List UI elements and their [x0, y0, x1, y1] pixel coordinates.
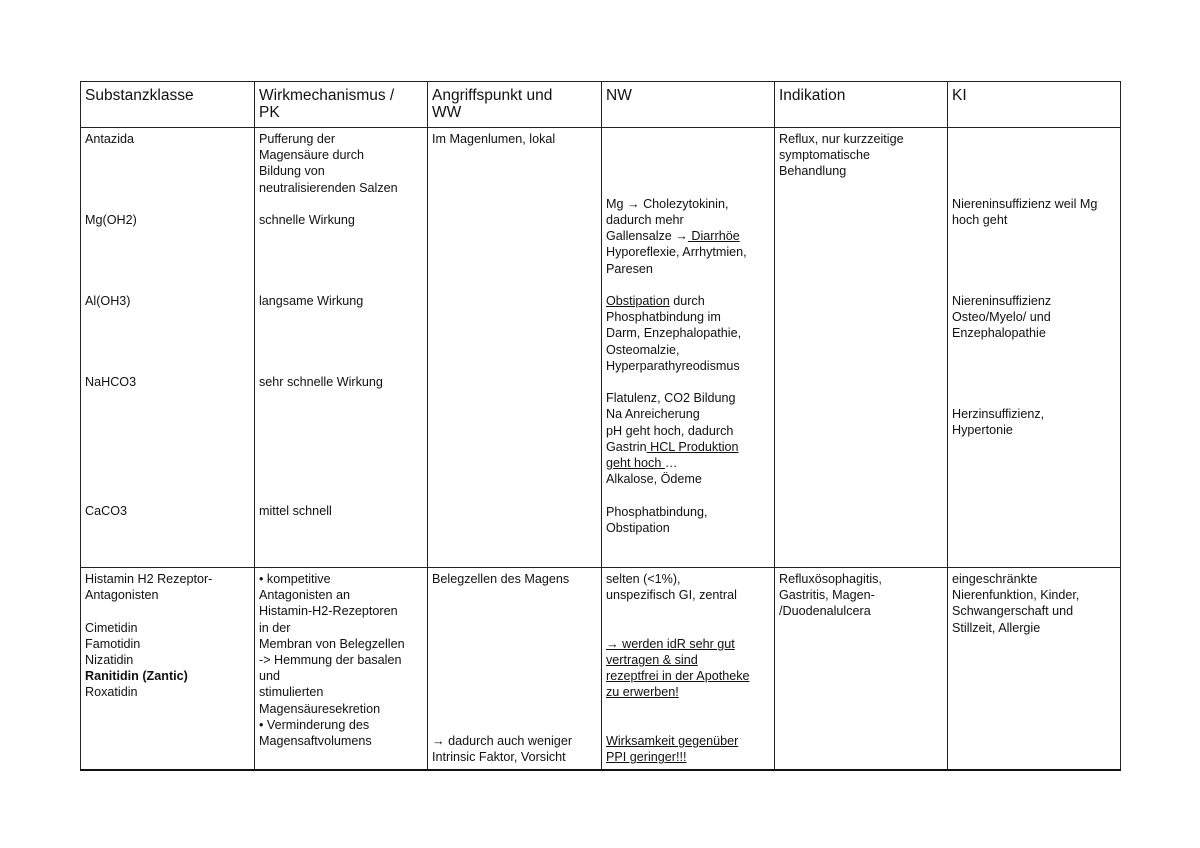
- cell-line: eingeschränkte: [952, 572, 1038, 586]
- blank-line: [85, 325, 250, 341]
- cell-line: vertragen & sind: [606, 652, 698, 667]
- header-wirkmechanismus: [255, 82, 428, 128]
- cell-h2-wirkung: [255, 568, 428, 770]
- cell-line: und: [259, 669, 281, 684]
- cell-line: NaHCO3: [85, 374, 137, 389]
- cell-line: Cimetidin: [85, 620, 138, 635]
- blank-line: [85, 406, 250, 422]
- cell-line: PPI geringer!!!: [606, 750, 687, 765]
- blank-line: [606, 277, 770, 293]
- blank-line: [259, 390, 423, 406]
- blank-line: [85, 390, 250, 406]
- cell-line: Antagonisten: [85, 588, 159, 603]
- cell-line: Roxatidin: [85, 685, 138, 700]
- cell-line: /Duodenalulcera: [779, 604, 871, 619]
- blank-line: [85, 180, 250, 196]
- cell-line: Al(OH3): [85, 293, 131, 308]
- cell-line: Antagonisten an: [259, 588, 351, 603]
- blank-line: [259, 309, 423, 325]
- blank-line: [952, 374, 1116, 390]
- cell-line: Schwangerschaft und: [952, 604, 1074, 619]
- blank-line: [259, 487, 423, 503]
- blank-line: [259, 342, 423, 358]
- cell-line: Osteo/Myelo/ und: [952, 310, 1051, 325]
- cell-line: stimulierten: [259, 685, 324, 700]
- blank-line: [85, 358, 250, 374]
- blank-line: [85, 261, 250, 277]
- cell-line: Gastrin HCL Produktion: [606, 439, 739, 454]
- blank-line: [85, 196, 250, 212]
- cell-line: selten (<1%),: [606, 572, 681, 586]
- cell-line: Paresen: [606, 261, 653, 276]
- cell-line: rezeptfrei in der Apotheke: [606, 669, 750, 684]
- cell-line: → dadurch auch weniger: [432, 733, 573, 748]
- blank-line: [259, 277, 423, 293]
- blank-line: [85, 487, 250, 503]
- header-angriffspunkt: [428, 82, 602, 128]
- blank-line: [952, 228, 1116, 244]
- cell-line: geht hoch …: [606, 455, 678, 470]
- cell-line: Hyperparathyreodismus: [606, 358, 740, 373]
- cell-antazida-substanz: [81, 128, 255, 568]
- blank-line: [259, 261, 423, 277]
- blank-line: [259, 196, 423, 212]
- blank-line: [259, 455, 423, 471]
- cell-line: Reflux, nur kurzzeitige: [779, 132, 904, 146]
- cell-antazida-ki: [948, 128, 1121, 568]
- cell-line: Alkalose, Ödeme: [606, 472, 702, 487]
- cell-line: • Verminderung des: [259, 717, 370, 732]
- drug-table: [80, 81, 1121, 771]
- blank-line: [85, 163, 250, 179]
- cell-line: zu erwerben!: [606, 685, 679, 700]
- cell-line: Phosphatbindung,: [606, 504, 708, 519]
- cell-h2-substanz: [81, 568, 255, 770]
- header-substanzklasse: Substanzklasse: [81, 82, 255, 128]
- header-line: WW: [432, 104, 462, 121]
- cell-line: Hypertonie: [952, 423, 1013, 438]
- blank-line: [432, 603, 597, 619]
- blank-line: [606, 147, 770, 163]
- cell-line: Ranitidin (Zantic): [85, 669, 188, 684]
- cell-line: Membran von Belegzellen: [259, 636, 405, 651]
- cell-line: pH geht hoch, dadurch: [606, 423, 734, 438]
- cell-h2-indikation: [775, 568, 948, 770]
- blank-line: [432, 717, 597, 733]
- blank-line: [606, 487, 770, 503]
- header-line: Wirkmechanismus /: [259, 87, 395, 104]
- cell-antazida-indikation: [775, 128, 948, 568]
- cell-line: Refluxösophagitis,: [779, 572, 882, 586]
- blank-line: [952, 147, 1116, 163]
- cell-line: Flatulenz, CO2 Bildung: [606, 391, 736, 406]
- cell-line: sehr schnelle Wirkung: [259, 374, 383, 389]
- blank-line: [85, 147, 250, 163]
- cell-line: Obstipation: [606, 520, 670, 535]
- blank-line: [85, 422, 250, 438]
- blank-line: [952, 131, 1116, 147]
- cell-line: dadurch mehr: [606, 212, 684, 227]
- blank-line: [432, 684, 597, 700]
- cell-line: Mg → Cholezytokinin,: [606, 196, 729, 211]
- blank-line: [606, 374, 770, 390]
- cell-line: hoch geht: [952, 212, 1008, 227]
- cell-line: -> Hemmung der basalen: [259, 653, 402, 668]
- cell-line: mittel schnell: [259, 504, 332, 519]
- cell-line: schnelle Wirkung: [259, 213, 355, 227]
- cell-line: neutralisierenden Salzen: [259, 180, 398, 195]
- cell-line: Pufferung der: [259, 132, 336, 146]
- cell-line: Niereninsuffizienz weil Mg: [952, 196, 1098, 211]
- blank-line: [85, 277, 250, 293]
- cell-line: Famotidin: [85, 636, 141, 651]
- cell-line: • kompetitive: [259, 572, 331, 586]
- blank-line: [432, 620, 597, 636]
- blank-line: [606, 701, 770, 717]
- cell-line: Na Anreicherung: [606, 407, 700, 422]
- cell-line: Intrinsic Faktor, Vorsicht: [432, 750, 566, 765]
- cell-h2-nw: [602, 568, 775, 770]
- cell-line: Darm, Enzephalopathie,: [606, 326, 742, 341]
- cell-line: Im Magenlumen, lokal: [432, 132, 556, 146]
- blank-line: [952, 342, 1116, 358]
- blank-line: [432, 652, 597, 668]
- cell-line: Bildung von: [259, 164, 325, 179]
- blank-line: [259, 439, 423, 455]
- blank-line: [952, 163, 1116, 179]
- cell-line: Osteomalzie,: [606, 342, 680, 357]
- cell-line: Phosphatbindung im: [606, 310, 721, 325]
- blank-line: [259, 244, 423, 260]
- blank-line: [952, 180, 1116, 196]
- cell-line: in der: [259, 620, 291, 635]
- cell-line: Histamin H2 Rezeptor-: [85, 572, 213, 586]
- cell-h2-ki: [948, 568, 1121, 770]
- cell-line: Histamin-H2-Rezeptoren: [259, 604, 398, 619]
- blank-line: [432, 587, 597, 603]
- blank-line: [432, 701, 597, 717]
- cell-line: unspezifisch GI, zentral: [606, 588, 737, 603]
- cell-line: Magensaftvolumens: [259, 734, 372, 749]
- blank-line: [606, 180, 770, 196]
- cell-h2-angriff: [428, 568, 602, 770]
- blank-line: [259, 471, 423, 487]
- cell-line: Magensäure durch: [259, 148, 365, 163]
- blank-line: [85, 455, 250, 471]
- blank-line: [259, 406, 423, 422]
- cell-line: Niereninsuffizienz: [952, 293, 1052, 308]
- cell-antazida-wirkung: [255, 128, 428, 568]
- header-line: Angriffspunkt und: [432, 87, 553, 104]
- cell-line: Belegzellen des Magens: [432, 572, 570, 586]
- blank-line: [432, 668, 597, 684]
- blank-line: [259, 325, 423, 341]
- blank-line: [606, 603, 770, 619]
- cell-line: Gastritis, Magen-: [779, 588, 875, 603]
- cell-line: Behandlung: [779, 164, 847, 179]
- cell-line: langsame Wirkung: [259, 293, 364, 308]
- blank-line: [606, 717, 770, 733]
- header-line: PK: [259, 104, 280, 121]
- blank-line: [85, 309, 250, 325]
- cell-line: Gallensalze → Diarrhöe: [606, 229, 740, 244]
- blank-line: [85, 439, 250, 455]
- cell-line: Nizatidin: [85, 653, 134, 667]
- blank-line: [85, 244, 250, 260]
- blank-line: [85, 471, 250, 487]
- cell-line: Obstipation durch: [606, 293, 705, 308]
- blank-line: [952, 244, 1116, 260]
- cell-line: Mg(OH2): [85, 212, 137, 227]
- cell-line: → werden idR sehr gut: [606, 636, 735, 651]
- header-nw: NW: [602, 82, 775, 128]
- blank-line: [85, 603, 250, 619]
- blank-line: [606, 620, 770, 636]
- cell-antazida-angriff: [428, 128, 602, 568]
- cell-line: Magensäuresekretion: [259, 701, 381, 716]
- cell-line: Wirksamkeit gegenüber: [606, 733, 739, 748]
- blank-line: [952, 390, 1116, 406]
- cell-line: Nierenfunktion, Kinder,: [952, 588, 1080, 603]
- blank-line: [259, 422, 423, 438]
- blank-line: [259, 358, 423, 374]
- cell-line: symptomatische: [779, 148, 870, 163]
- blank-line: [85, 341, 250, 357]
- blank-line: [606, 131, 770, 147]
- cell-line: CaCO3: [85, 504, 127, 519]
- blank-line: [606, 163, 770, 179]
- header-indikation: Indikation: [775, 82, 948, 128]
- blank-line: [952, 277, 1116, 293]
- table-row: [81, 128, 1121, 568]
- cell-line: Antazida: [85, 132, 135, 146]
- header-row: [81, 82, 1121, 128]
- blank-line: [259, 228, 423, 244]
- cell-antazida-nw: [602, 128, 775, 568]
- cell-line: Hyporeflexie, Arrhytmien,: [606, 245, 747, 260]
- blank-line: [85, 228, 250, 244]
- header-ki: KI: [948, 82, 1121, 128]
- table-row: [81, 568, 1121, 770]
- cell-line: Stillzeit, Allergie: [952, 620, 1041, 635]
- blank-line: [952, 261, 1116, 277]
- blank-line: [432, 636, 597, 652]
- cell-line: Herzinsuffizienz,: [952, 407, 1045, 422]
- cell-line: Enzephalopathie: [952, 326, 1046, 341]
- blank-line: [952, 358, 1116, 374]
